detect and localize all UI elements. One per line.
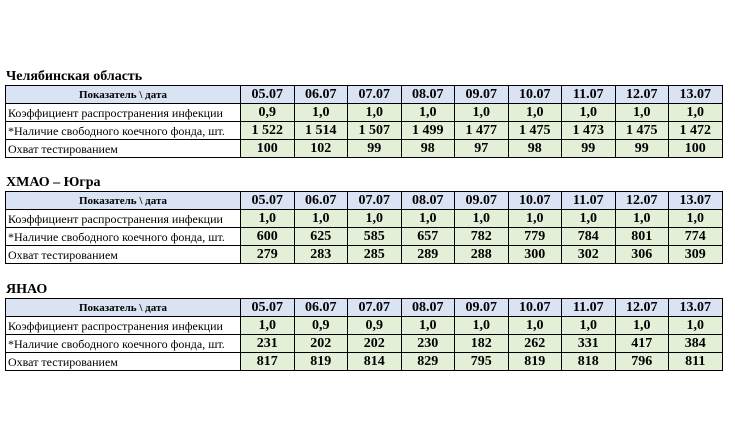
- date-cell: 13.07: [669, 86, 723, 104]
- value-cell: 99: [615, 140, 669, 158]
- value-cell: 331: [562, 335, 616, 353]
- table-row: [6, 228, 723, 246]
- value-cell: 0,9: [294, 317, 348, 335]
- value-cell: 202: [348, 335, 402, 353]
- region-section-yanao: [5, 282, 723, 371]
- date-cell: 13.07: [669, 192, 723, 210]
- date-cell: 11.07: [562, 192, 616, 210]
- value-cell: 819: [508, 353, 562, 371]
- value-cell: 289: [401, 246, 455, 264]
- value-cell: 1 475: [615, 122, 669, 140]
- table-header-row: [6, 299, 723, 317]
- table-row: [6, 317, 723, 335]
- value-cell: 814: [348, 353, 402, 371]
- value-cell: 1 522: [241, 122, 295, 140]
- date-cell: 13.07: [669, 299, 723, 317]
- table-header-row: [6, 192, 723, 210]
- row-label-cell: *Наличие свободного коечного фонда, шт.: [6, 122, 241, 140]
- region-title: Челябинская область: [6, 69, 143, 84]
- value-cell: 98: [508, 140, 562, 158]
- value-cell: 99: [348, 140, 402, 158]
- value-cell: 1,0: [348, 104, 402, 122]
- row-label-cell: *Наличие свободного коечного фонда, шт.: [6, 228, 241, 246]
- value-cell: 99: [562, 140, 616, 158]
- value-cell: 1,0: [615, 104, 669, 122]
- value-cell: 279: [241, 246, 295, 264]
- value-cell: 1,0: [562, 210, 616, 228]
- value-cell: 657: [401, 228, 455, 246]
- header-label-cell: Показатель \ дата: [6, 299, 241, 317]
- value-cell: 262: [508, 335, 562, 353]
- value-cell: 796: [615, 353, 669, 371]
- table-row: [6, 140, 723, 158]
- value-cell: 285: [348, 246, 402, 264]
- value-cell: 202: [294, 335, 348, 353]
- value-cell: 779: [508, 228, 562, 246]
- value-cell: 384: [669, 335, 723, 353]
- date-cell: 09.07: [455, 86, 509, 104]
- value-cell: 585: [348, 228, 402, 246]
- value-cell: 1,0: [508, 210, 562, 228]
- value-cell: 1,0: [508, 317, 562, 335]
- value-cell: 1 514: [294, 122, 348, 140]
- value-cell: 1 472: [669, 122, 723, 140]
- value-cell: 0,9: [348, 317, 402, 335]
- value-cell: 782: [455, 228, 509, 246]
- date-cell: 05.07: [241, 192, 295, 210]
- value-cell: 819: [294, 353, 348, 371]
- value-cell: 817: [241, 353, 295, 371]
- value-cell: 818: [562, 353, 616, 371]
- date-cell: 09.07: [455, 299, 509, 317]
- value-cell: 1,0: [669, 104, 723, 122]
- value-cell: 102: [294, 140, 348, 158]
- value-cell: 97: [455, 140, 509, 158]
- row-label-cell: Коэффициент распространения инфекции: [6, 210, 241, 228]
- row-label-cell: Охват тестированием: [6, 246, 241, 264]
- date-cell: 06.07: [294, 86, 348, 104]
- value-cell: 1,0: [562, 104, 616, 122]
- row-label-cell: *Наличие свободного коечного фонда, шт.: [6, 335, 241, 353]
- date-cell: 12.07: [615, 86, 669, 104]
- date-cell: 11.07: [562, 86, 616, 104]
- header-label-cell: Показатель \ дата: [6, 192, 241, 210]
- value-cell: 100: [241, 140, 295, 158]
- region-table: [5, 191, 723, 264]
- region-table: [5, 298, 723, 371]
- value-cell: 306: [615, 246, 669, 264]
- value-cell: 829: [401, 353, 455, 371]
- value-cell: 811: [669, 353, 723, 371]
- date-cell: 08.07: [401, 192, 455, 210]
- region-table: [5, 85, 723, 158]
- table-row: [6, 246, 723, 264]
- value-cell: 1,0: [669, 317, 723, 335]
- value-cell: 230: [401, 335, 455, 353]
- date-cell: 07.07: [348, 86, 402, 104]
- date-cell: 06.07: [294, 299, 348, 317]
- value-cell: 1,0: [294, 210, 348, 228]
- value-cell: 1,0: [294, 104, 348, 122]
- row-label-cell: Охват тестированием: [6, 140, 241, 158]
- table-row: [6, 335, 723, 353]
- date-cell: 07.07: [348, 192, 402, 210]
- value-cell: 1 477: [455, 122, 509, 140]
- value-cell: 1,0: [455, 317, 509, 335]
- row-label-cell: Коэффициент распространения инфекции: [6, 317, 241, 335]
- value-cell: 1,0: [241, 210, 295, 228]
- value-cell: 302: [562, 246, 616, 264]
- date-cell: 12.07: [615, 192, 669, 210]
- region-section-chelyabinsk: [5, 69, 723, 158]
- date-cell: 05.07: [241, 299, 295, 317]
- value-cell: 309: [669, 246, 723, 264]
- date-cell: 10.07: [508, 192, 562, 210]
- date-cell: 10.07: [508, 86, 562, 104]
- value-cell: 100: [669, 140, 723, 158]
- value-cell: 1,0: [401, 317, 455, 335]
- value-cell: 1,0: [508, 104, 562, 122]
- value-cell: 1 507: [348, 122, 402, 140]
- value-cell: 774: [669, 228, 723, 246]
- value-cell: 1,0: [241, 317, 295, 335]
- value-cell: 98: [401, 140, 455, 158]
- date-cell: 12.07: [615, 299, 669, 317]
- value-cell: 625: [294, 228, 348, 246]
- header-label-cell: Показатель \ дата: [6, 86, 241, 104]
- value-cell: 1 499: [401, 122, 455, 140]
- value-cell: 1,0: [562, 317, 616, 335]
- row-label-cell: Коэффициент распространения инфекции: [6, 104, 241, 122]
- value-cell: 0,9: [241, 104, 295, 122]
- date-cell: 10.07: [508, 299, 562, 317]
- date-cell: 08.07: [401, 86, 455, 104]
- value-cell: 1,0: [615, 210, 669, 228]
- value-cell: 1 475: [508, 122, 562, 140]
- row-label-cell: Охват тестированием: [6, 353, 241, 371]
- value-cell: 1,0: [669, 210, 723, 228]
- table-row: [6, 104, 723, 122]
- value-cell: 288: [455, 246, 509, 264]
- date-cell: 09.07: [455, 192, 509, 210]
- date-cell: 06.07: [294, 192, 348, 210]
- value-cell: 1,0: [455, 210, 509, 228]
- date-cell: 08.07: [401, 299, 455, 317]
- value-cell: 795: [455, 353, 509, 371]
- date-cell: 05.07: [241, 86, 295, 104]
- date-cell: 07.07: [348, 299, 402, 317]
- value-cell: 231: [241, 335, 295, 353]
- region-title: ЯНАО: [6, 282, 48, 297]
- value-cell: 1,0: [348, 210, 402, 228]
- table-row: [6, 353, 723, 371]
- value-cell: 182: [455, 335, 509, 353]
- value-cell: 283: [294, 246, 348, 264]
- value-cell: 1,0: [455, 104, 509, 122]
- value-cell: 784: [562, 228, 616, 246]
- value-cell: 1,0: [615, 317, 669, 335]
- value-cell: 600: [241, 228, 295, 246]
- region-title: ХМАО – Югра: [6, 175, 101, 190]
- table-header-row: [6, 86, 723, 104]
- value-cell: 1,0: [401, 210, 455, 228]
- region-section-khmao: [5, 175, 723, 264]
- table-row: [6, 210, 723, 228]
- value-cell: 1 473: [562, 122, 616, 140]
- value-cell: 417: [615, 335, 669, 353]
- value-cell: 1,0: [401, 104, 455, 122]
- date-cell: 11.07: [562, 299, 616, 317]
- table-row: [6, 122, 723, 140]
- value-cell: 801: [615, 228, 669, 246]
- value-cell: 300: [508, 246, 562, 264]
